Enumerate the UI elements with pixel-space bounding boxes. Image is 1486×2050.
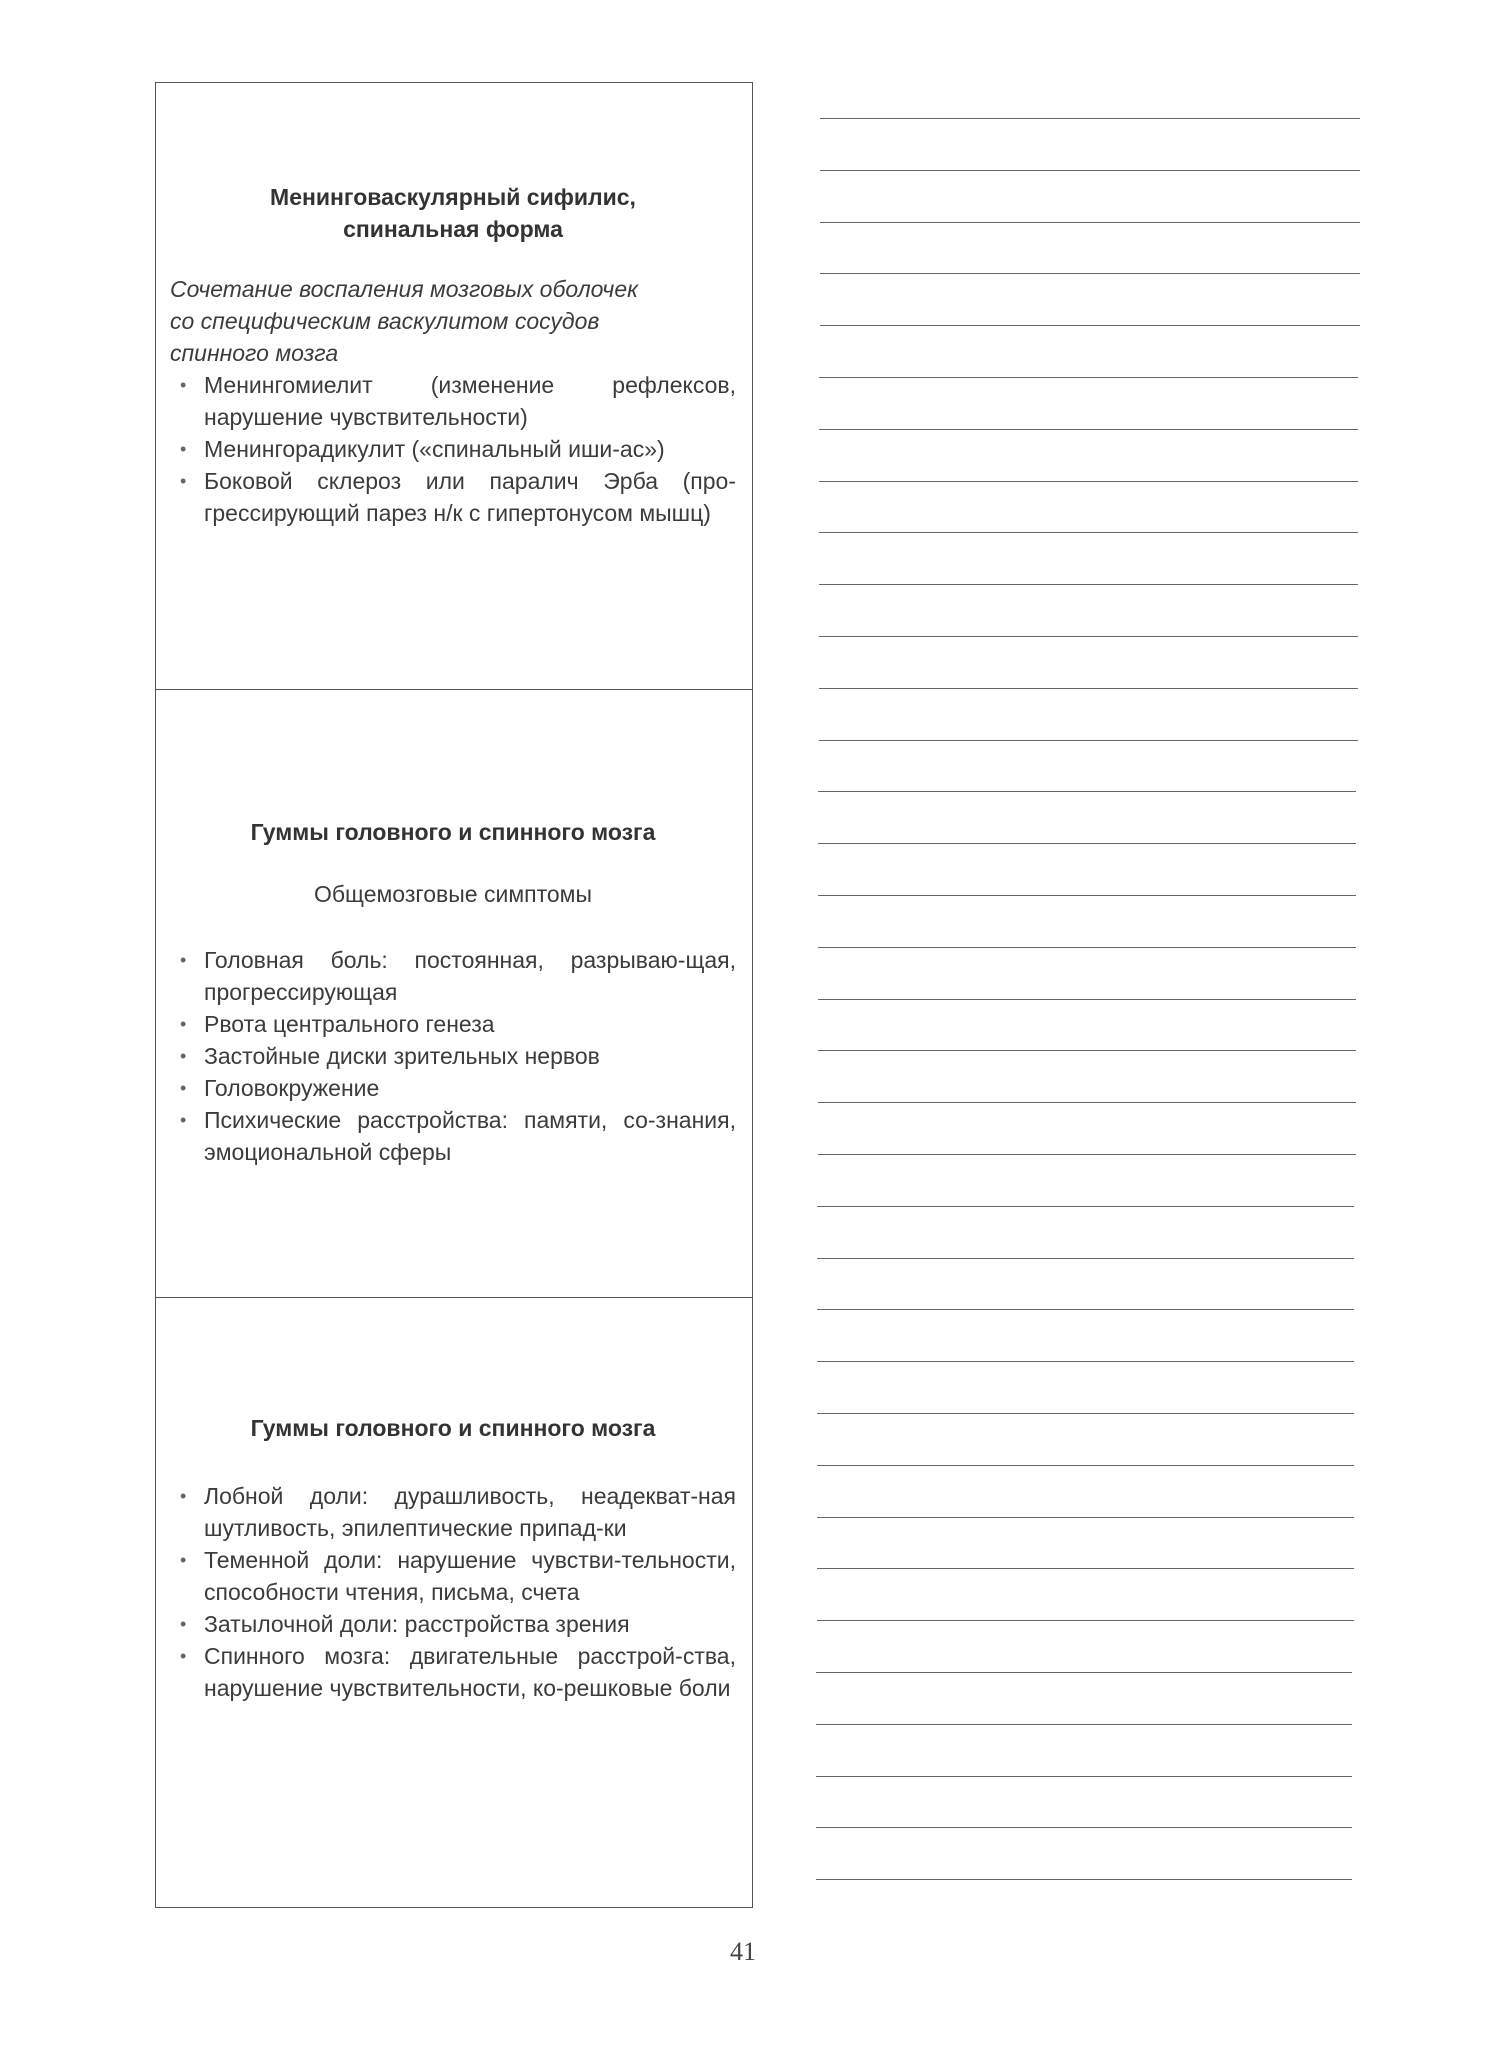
note-line: [818, 1050, 1356, 1051]
note-line: [816, 1827, 1352, 1828]
slides-column: [155, 82, 753, 1908]
note-line: [819, 532, 1358, 533]
list-item: • Спинного мозга: двигательные расстрой-ства, нарушение чувствительности, ко-решковые боли: [170, 1640, 736, 1704]
note-line: [816, 1879, 1352, 1880]
note-line: [818, 843, 1356, 844]
list-item: • Психические расстройства: памяти, со-знания, эмоциональной сферы: [170, 1104, 736, 1168]
bullet-list: [170, 1480, 736, 1704]
note-line: [816, 1724, 1352, 1725]
list-item: • Рвота центрального генеза: [170, 1008, 736, 1040]
note-line: [819, 636, 1358, 637]
note-line: [820, 170, 1360, 171]
note-line: [817, 1620, 1354, 1621]
note-line: [817, 1465, 1354, 1466]
note-line: [817, 1206, 1354, 1207]
page-number: 41: [730, 1937, 756, 1966]
description-line: спинного мозга: [170, 340, 339, 366]
slide-gummas-general: [156, 689, 752, 1297]
slide-description: [170, 273, 736, 369]
note-line: [818, 1154, 1356, 1155]
list-item: • Лобной доли: дурашливость, неадекват-ная шутливость, эпилептические припад-ки: [170, 1480, 736, 1544]
note-line: [816, 1776, 1352, 1777]
description-line: Сочетание воспаления мозговых оболочек: [170, 276, 638, 302]
note-line: [818, 1102, 1356, 1103]
note-line: [817, 1258, 1354, 1259]
note-line: [818, 947, 1356, 948]
slide-title: Гуммы головного и спинного мозга: [250, 1415, 656, 1441]
note-line: [818, 895, 1356, 896]
list-item: • Менингорадикулит («спинальный иши-ас»): [170, 433, 736, 465]
note-line: [820, 325, 1360, 326]
list-item: • Теменной доли: нарушение чувстви-тельности, способности чтения, письма, счета: [170, 1544, 736, 1608]
note-line: [820, 222, 1360, 223]
note-line: [816, 1672, 1352, 1673]
note-line: [820, 273, 1360, 274]
slide-title: [170, 181, 736, 245]
list-item: • Менингомиелит (изменение рефлексов, нарушение чувствительности): [170, 369, 736, 433]
note-line: [817, 1517, 1354, 1518]
list-item: • Головокружение: [170, 1072, 736, 1104]
note-line: [819, 377, 1358, 378]
list-item: • Застойные диски зрительных нервов: [170, 1040, 736, 1072]
note-line: [817, 1309, 1354, 1310]
bullet-list: [170, 369, 736, 529]
note-line: [819, 740, 1358, 741]
slide-subtitle: Общемозговые симптомы: [313, 881, 593, 907]
slide-gummas-focal: [156, 1297, 752, 1907]
note-line: [819, 481, 1358, 482]
note-line: [817, 1568, 1354, 1569]
note-line: [817, 1413, 1354, 1414]
note-line: [820, 118, 1360, 119]
note-line: [818, 999, 1356, 1000]
bullet-list: [170, 944, 736, 1168]
note-line: [818, 791, 1356, 792]
list-item: • Головная боль: постоянная, разрываю-щая, прогрессирующая: [170, 944, 736, 1008]
slide-meningovascular: [156, 83, 752, 689]
note-line: [819, 688, 1358, 689]
title-line: спинальная форма: [343, 216, 563, 242]
list-item: • Затылочной доли: расстройства зрения: [170, 1608, 736, 1640]
note-line: [819, 429, 1358, 430]
note-line: [817, 1361, 1354, 1362]
slide-title: Гуммы головного и спинного мозга: [250, 819, 656, 845]
list-item: • Боковой склероз или паралич Эрба (про-грессирующий парез н/к с гипертонусом мышц): [170, 465, 736, 529]
title-line: Менинговаскулярный сифилис,: [270, 184, 636, 210]
note-line: [819, 584, 1358, 585]
description-line: со специфическим васкулитом сосудов: [170, 308, 600, 334]
